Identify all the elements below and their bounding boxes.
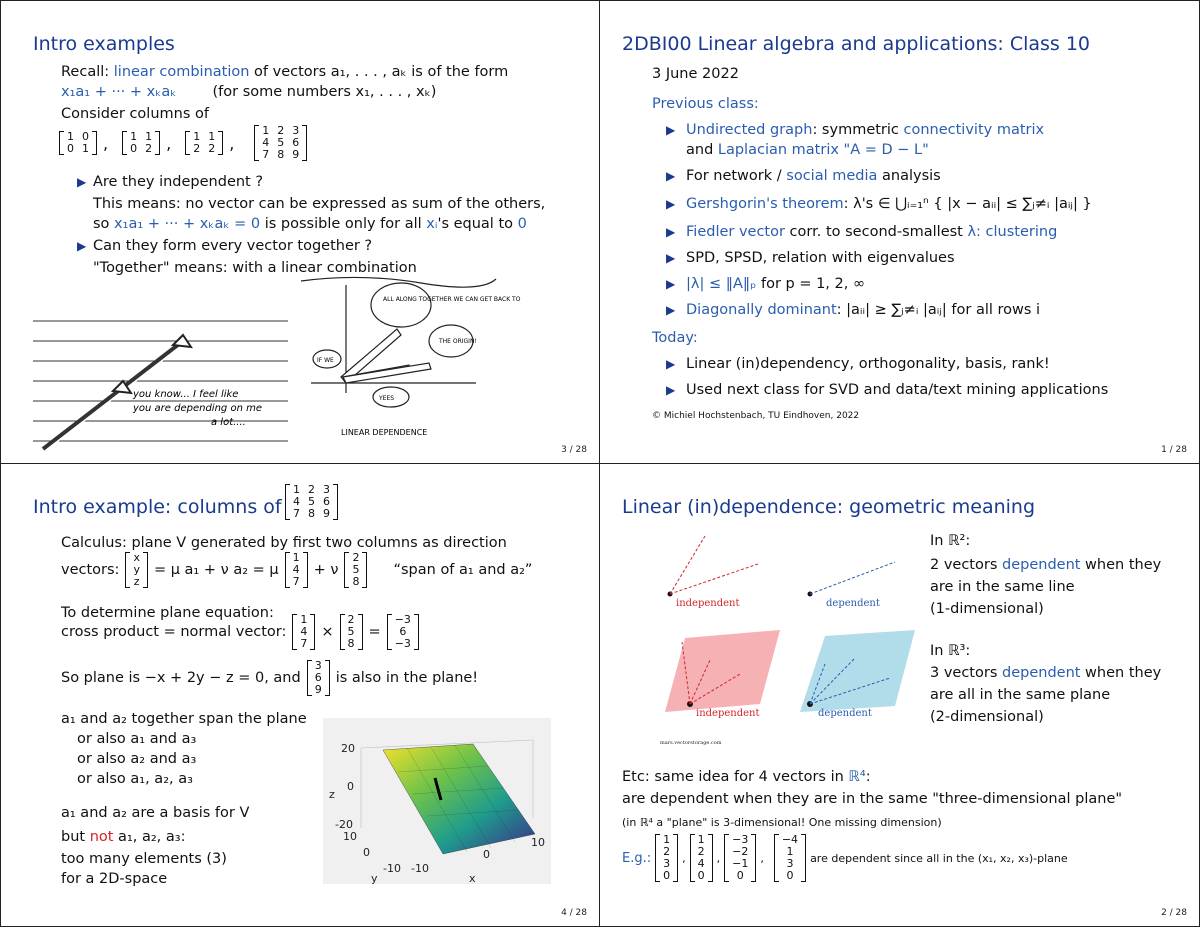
item-norm: |λ| ≤ ‖A‖ₚ for p = 1, 2, ∞ [686,276,866,292]
matrix-entry: −1 [732,857,749,870]
matrix-entry: 3 [323,483,330,496]
matrix-entry: 8 [308,507,315,520]
matrix-entry: 1 [67,130,74,143]
matrix-entry: 2 [193,142,201,155]
matrix-entry: 1 [786,845,794,858]
r3-text: are all in the same plane [930,687,1111,703]
dependence-illustration [650,526,920,756]
bullet-icon: ▶ [666,277,676,291]
today-item: Used next class for SVD and data/text mining applications [686,382,1109,398]
y-tick: 0 [363,846,370,859]
matrix-entry: 2 [347,613,355,626]
page-number: 2 / 28 [1161,908,1187,918]
matrix-entry: 0 [697,869,705,882]
question-meaning: This means: no vector can be expressed as sum of the others, [93,196,546,212]
r2-text: 2 vectors dependent when they [930,557,1162,573]
too-many-text: too many elements (3) [61,851,227,867]
matrix-entry: −3 [394,637,411,650]
matrix-entry: 8 [352,575,360,588]
bullet-icon: ▶ [666,357,676,371]
etc-note: (in ℝ⁴ a "plane" is 3-dimensional! One missing dimension) [622,816,942,829]
example-vectors: E.g.: 1 2 3 0 , 1 2 4 0 , −3 −2 −1 0 , −4 1 3 0 are dependent since all in the (x₁, x₂, x₃)-plane [622,833,1068,882]
question-independent: Are they independent ? [93,174,264,190]
span-text: or also a₁ and a₃ [77,731,197,747]
calculus-text: Calculus: plane V generated by first two columns as direction [61,535,507,551]
r3-heading: In ℝ³: [930,643,971,659]
slide-title: 2DBI00 Linear algebra and applications: Class 10 [622,33,1091,55]
matrix-entry: 5 [347,625,355,638]
bullet-icon: ▶ [666,251,676,265]
y-tick: 10 [343,830,357,843]
form-line: x₁a₁ + ··· + xₖaₖ (for some numbers x₁, . . . , xₖ) [61,84,437,100]
matrix-entry: 1 [663,833,671,846]
span-text: or also a₁, a₂, a₃ [77,771,193,787]
not-basis-text: but not a₁, a₂, a₃: [61,829,186,845]
example-matrices: 1 0 0 1 , 1 1 0 2 , 1 1 2 2 , 1 2 3 4 5 6 7 8 9 [59,125,307,161]
matrix-entry: 7 [292,575,300,588]
matrix-entry: 6 [314,671,322,684]
today-heading: Today: [652,330,698,346]
matrix [254,125,307,161]
matrix-entry: y [133,563,140,576]
question-span: Can they form every vector together ? [93,238,373,254]
matrix-entry: 7 [300,637,308,650]
cartoon-text: you know... I feel like [133,389,239,400]
bullet-icon: ▶ [666,197,676,211]
matrix-entry: 2 [352,551,360,564]
bullet-icon: ▶ [666,123,676,137]
matrix-entry: 0 [82,130,89,143]
span-text: or also a₂ and a₃ [77,751,197,767]
r3-text: (2-dimensional) [930,709,1044,725]
copyright-text: © Michiel Hochstenbach, TU Eindhoven, 2022 [652,411,860,421]
question-together: "Together" means: with a linear combination [93,260,417,276]
matrix-entry: 8 [277,148,285,161]
cartoon-text: a lot.... [211,417,246,428]
speech-bubble-text: IF WE [317,357,334,364]
x-tick: -10 [411,862,429,875]
matrix-entry: 7 [262,148,270,161]
matrix-entry: 4 [262,136,270,149]
item-diagonal: Diagonally dominant: |aᵢᵢ| ≥ ∑ⱼ≠ᵢ |aᵢⱼ| for all rows i [686,302,1041,318]
x-tick: 10 [531,836,545,849]
matrix-entry: −4 [781,833,799,846]
dependent-label: dependent [826,598,880,609]
matrix-entry: z [133,575,140,588]
y-axis-label: y [371,872,378,885]
matrix-entry: 2 [145,142,153,155]
matrix-entry: 2 [277,124,285,137]
slide-title: Intro examples [33,33,175,55]
bullet-icon: ▶ [77,175,87,189]
r2-text: are in the same line [930,579,1075,595]
r2-text: (1-dimensional) [930,601,1044,617]
page-number: 4 / 28 [561,908,587,918]
span-equation: vectors: x y z = μ a₁ + ν a₂ = μ 1 4 7 + ν 2 5 8 “span of a₁ and a₂” [61,551,533,588]
dependent-label: dependent [818,708,872,719]
matrix-entry: −3 [394,613,411,626]
matrix-entry: 1 [193,130,201,143]
matrix-entry: 0 [67,142,74,155]
matrix-entry: 3 [663,857,671,870]
matrix-entry: 1 [293,483,300,496]
slide-title: Linear (in)dependence: geometric meaning [622,496,1036,518]
independent-label: independent [696,708,760,719]
title-matrix [285,484,338,520]
matrix-entry: 2 [697,845,705,858]
space-text: for a 2D-space [61,871,168,887]
today-item: Linear (in)dependency, orthogonality, basis, rank! [686,356,1050,372]
matrix-entry: 2 [208,142,216,155]
matrix-entry: 4 [697,857,705,870]
z-axis-label: z [329,788,335,801]
item-network: For network / social media analysis [686,168,941,184]
recall-line: Recall: linear combination of vectors a₁, . . . , aₖ is of the form [61,64,509,80]
bullet-icon: ▶ [666,383,676,397]
matrix-entry: 9 [292,148,300,161]
matrix-entry: x [133,551,140,564]
item-laplacian: and Laplacian matrix "A = D − L" [686,142,929,158]
matrix-entry: 0 [130,142,138,155]
speech-bubble-text: YEES [379,395,395,402]
slide-title: Intro example: columns of [33,496,282,518]
cartoon-caption: LINEAR DEPENDENCE [341,428,428,437]
matrix-entry: −2 [732,845,749,858]
matrix-entry: 3 [292,124,300,137]
slide-intro-examples [0,0,600,464]
r2-heading: In ℝ²: [930,533,971,549]
matrix-entry: 5 [352,563,360,576]
question-condition: so x₁a₁ + ··· + xₖaₖ = 0 is possible only for all xᵢ's equal to 0 [93,216,527,232]
bullet-icon: ▶ [666,225,676,239]
matrix-entry: 1 [300,613,308,626]
matrix-entry: 1 [208,130,216,143]
etc-text: are dependent when they are in the same "three-dimensional plane" [622,791,1123,807]
bullet-icon: ▶ [666,169,676,183]
matrix [185,131,223,155]
matrix-entry: 0 [786,869,794,882]
matrix-entry: −3 [732,833,749,846]
matrix-entry: 1 [697,833,705,846]
matrix-entry: 5 [308,495,315,508]
matrix-entry: 4 [300,625,308,638]
z-tick: -20 [335,818,353,831]
bullet-icon: ▶ [666,303,676,317]
speech-bubble-text: THE ORIGIN! [439,338,477,345]
matrix-entry: 6 [323,495,330,508]
r3-text: 3 vectors dependent when they [930,665,1162,681]
cartoon-text: you are depending on me [133,403,262,414]
matrix-entry: 9 [314,683,322,696]
matrix-entry: 3 [314,659,322,672]
basis-text: a₁ and a₂ are a basis for V [61,805,250,821]
matrix-entry: 2 [663,845,671,858]
cross-product-equation: cross product = normal vector: 1 4 7 × 2 5 8 = −3 6 −3 [61,614,419,650]
date-text: 3 June 2022 [652,66,739,82]
matrix-entry: 0 [736,869,744,882]
matrix-entry: 6 [399,625,407,638]
matrix-entry: 0 [663,869,671,882]
matrix-entry: 4 [293,495,300,508]
item-fiedler: Fiedler vector corr. to second-smallest λ: clustering [686,224,1058,240]
matrix-entry: 9 [323,507,330,520]
matrix-entry: 7 [293,507,300,520]
matrix-entry: 1 [262,124,270,137]
item-spd: SPD, SPSD, relation with eigenvalues [686,250,955,266]
y-tick: -10 [383,862,401,875]
matrix-entry: 8 [347,637,355,650]
bullet-icon: ▶ [77,239,87,253]
speech-bubble-text: ALL ALONG TOGETHER WE CAN GET BACK TO [383,296,521,303]
matrix-entry: 4 [292,563,300,576]
z-tick: 20 [341,742,355,755]
page-number: 1 / 28 [1161,445,1187,455]
slide-intro-example-columns [0,463,600,927]
z-tick: 0 [347,780,354,793]
matrix-entry: 6 [292,136,300,149]
x-tick: 0 [483,848,490,861]
plane-equation: So plane is −x + 2y − z = 0, and 3 6 9 is also in the plane! [61,659,479,696]
matrix-entry: 1 [292,551,300,564]
matrix-entry: 1 [145,130,153,143]
matrix [122,131,160,155]
slide-class-overview [599,0,1200,464]
x-axis-label: x [469,872,476,885]
image-source: mars.vectorstorage.com [660,740,722,746]
span-text: a₁ and a₂ together span the plane [61,711,307,727]
matrix-entry: 1 [82,142,89,155]
matrix-entry: 1 [130,130,138,143]
matrix-entry: 3 [786,857,794,870]
previous-class-heading: Previous class: [652,96,759,112]
item-gershgorin: Gershgorin's theorem: λ's ∈ ⋃ᵢ₌₁ⁿ { |x − aᵢᵢ| ≤ ∑ⱼ≠ᵢ |aᵢⱼ| } [686,196,1092,212]
etc-text: Etc: same idea for 4 vectors in ℝ⁴: [622,769,871,785]
cartoon-linear-dependence-illustration [301,273,521,441]
matrix [59,131,97,155]
page-number: 3 / 28 [561,445,587,455]
matrix-entry: 5 [277,136,285,149]
determine-text: To determine plane equation: [61,605,274,621]
consider-text: Consider columns of [61,106,209,122]
slide-geometric-meaning [599,463,1200,927]
surface-plot [323,718,551,884]
matrix-entry: 2 [308,483,315,496]
cartoon-depending-illustration [33,301,293,451]
item-graph: Undirected graph: symmetric connectivity matrix [686,122,1045,138]
independent-label: independent [676,598,740,609]
